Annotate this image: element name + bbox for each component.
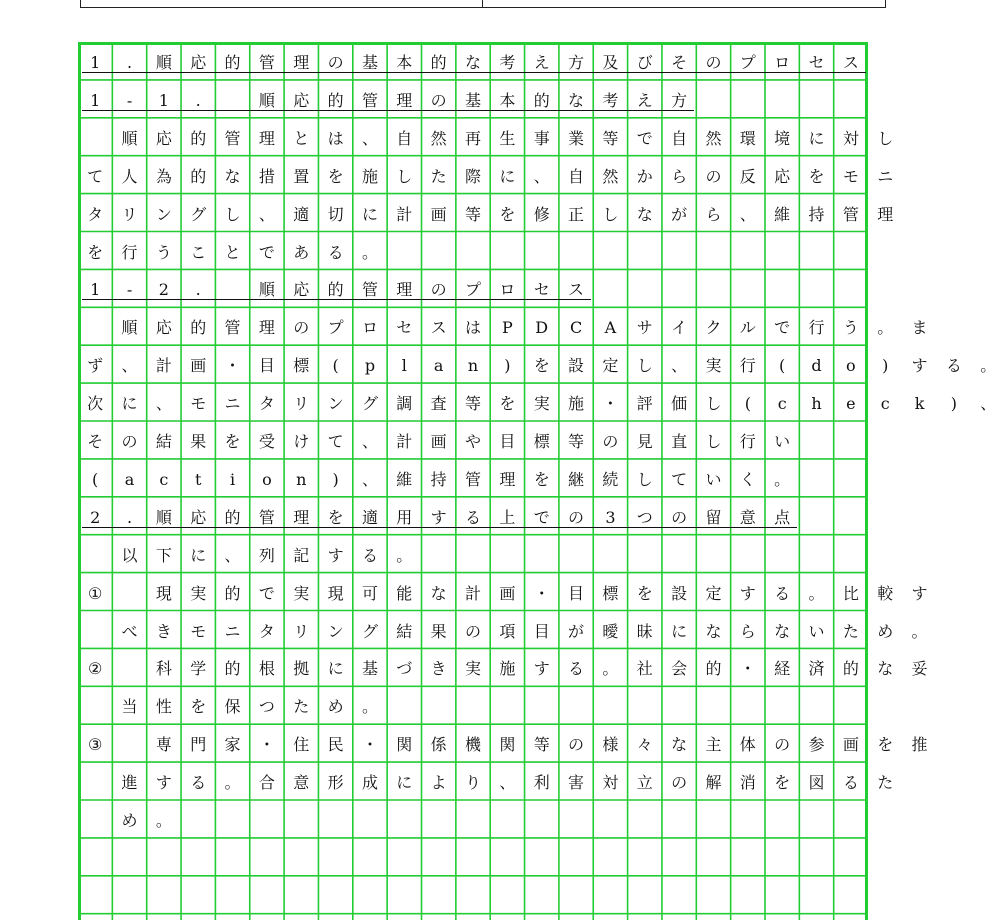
text-line: [78, 878, 868, 916]
text-line: 以 下 に 、 列 記 す る 。: [121, 545, 413, 565]
text-line: 1 - 2 . 順 応 的 管 理 の プ ロ セ ス: [78, 271, 868, 309]
text-line: ② 科 学 的 根 拠 に 基 づ き 実 施 す る 。 社 会 的 ・ 経 済 的 な 妥: [88, 659, 928, 679]
text-line: 当 性 を 保 つ た め 。: [121, 697, 378, 717]
manuscript-grid: [78, 42, 997, 920]
text-line: ず 、 計 画 ・ 目 標 ( p l a n ) を 設 定 し 、 実 行 ( d o ) す る 。: [87, 356, 997, 376]
heading-underline: [82, 72, 866, 73]
heading-underline: [82, 299, 591, 300]
text-line: タ リ ン グ し 、 適 切 に 計 画 等 を 修 正 し な が ら 、 維 持 管 理: [87, 204, 894, 224]
text-line: そ の 結 果 を 受 け て 、 計 画 や 目 標 等 の 見 直 し 行 い: [87, 432, 791, 451]
text-line: 1 . 順 応 的 管 理 の 基 本 的 な 考 え 方 及 び そ の プ ロ セ ス: [78, 44, 868, 82]
top-table-frame: [80, 0, 886, 8]
top-table-divider: [482, 0, 483, 8]
text-line: 進 す る 。 合 意 形 成 に よ り 、 利 害 対 立 の 解 消 を 図 る た: [121, 773, 894, 793]
text-line: べ き モ ニ タ リ ン グ 結 果 の 項 目 が 曖 昧 に な ら な い た め 。: [121, 621, 928, 641]
text-line: ③ 専 門 家 ・ 住 民 ・ 関 係 機 関 等 の 様 々 な 主 体 の 参 画 を 推: [88, 735, 928, 755]
text-line: 2 . 順 応 的 管 理 を 適 用 す る 上 で の 3 つ の 留 意 点: [78, 499, 868, 537]
text-line: 順 応 的 管 理 の プ ロ セ ス は P D C A サ イ ク ル で 行 う 。 ま: [121, 318, 928, 338]
text-line: 順 応 的 管 理 と は 、 自 然 再 生 事 業 等 で 自 然 環 境 に 対 し: [121, 128, 894, 148]
text-line: て 人 為 的 な 措 置 を 施 し た 際 に 、 自 然 か ら の 反 応 を モ ニ: [87, 166, 894, 186]
text-line: 1 - 1 . 順 応 的 管 理 の 基 本 的 な 考 え 方: [78, 82, 868, 120]
heading-underline: [82, 527, 797, 528]
text-line: ( a c t i o n ) 、 維 持 管 理 を 継 続 し て い く 。: [92, 469, 791, 489]
text-line: を 行 う こ と で あ る 。: [87, 242, 378, 262]
text-line: [78, 840, 868, 878]
heading-underline: [82, 110, 694, 111]
text-line: 次 に 、 モ ニ タ リ ン グ 調 査 等 を 実 施 ・ 評 価 し ( c h e c k ) 、: [87, 394, 997, 414]
text-line: ① 現 実 的 で 実 現 可 能 な 計 画 ・ 目 標 を 設 定 す る 。 比 較 す: [88, 583, 928, 603]
text-line: め 。: [121, 811, 172, 830]
